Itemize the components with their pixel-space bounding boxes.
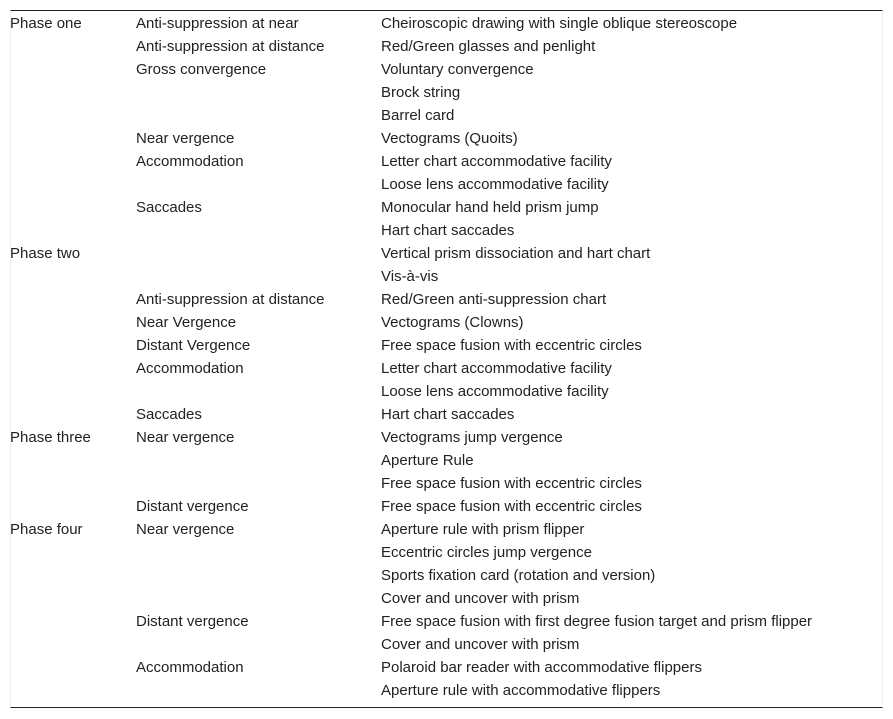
procedure-cell: Cover and uncover with prism [381,590,580,607]
table-row [10,656,883,679]
procedure-cell: Polaroid bar reader with accommodative flippers [381,659,702,676]
table-row [10,265,883,288]
table-row [10,35,883,58]
skill-cell: Saccades [136,199,202,216]
phase-cell [10,173,136,196]
table-row [10,242,883,265]
table-row [10,472,883,495]
procedure-cell: Cheiroscopic drawing with single oblique stereoscope [381,15,738,32]
skill-cell: Accommodation [136,360,244,377]
table-row [10,311,883,334]
phase-cell [10,265,136,288]
phase-cell [10,564,136,587]
table-row [10,633,883,656]
phase-cell: Phase one [10,15,82,32]
table-row [10,104,883,127]
phase-cell [10,472,136,495]
skill-cell [136,679,381,702]
phase-cell [10,495,136,518]
table-row [10,564,883,587]
skill-cell: Saccades [136,406,202,423]
skill-cell: Distant Vergence [136,337,251,354]
phase-cell [10,403,136,426]
phase-cell [10,104,136,127]
table-row [10,12,883,35]
table-row [10,449,883,472]
table-row [10,173,883,196]
phase-cell [10,334,136,357]
skill-cell [136,265,381,288]
skill-cell [136,380,381,403]
skill-cell: Anti-suppression at distance [136,291,325,308]
table-row [10,150,883,173]
skill-cell [136,633,381,656]
phase-cell [10,449,136,472]
skill-cell [136,242,381,265]
phase-cell: Phase three [10,429,91,446]
phase-cell [10,587,136,610]
table-row [10,403,883,426]
procedure-cell: Vectograms jump vergence [381,429,563,446]
table-row [10,58,883,81]
procedure-cell: Red/Green anti-suppression chart [381,291,607,308]
skill-cell: Near vergence [136,429,235,446]
phase-cell: Phase four [10,521,83,538]
table-row [10,426,883,449]
table-row [10,357,883,380]
skill-cell: Accommodation [136,659,244,676]
procedure-cell: Barrel card [381,107,455,124]
procedure-cell: Vertical prism dissociation and hart chart [381,245,651,262]
procedure-cell: Free space fusion with eccentric circles [381,337,642,354]
skill-cell: Near vergence [136,130,235,147]
phase-cell [10,656,136,679]
table-row [10,81,883,104]
procedure-cell: Vectograms (Clowns) [381,314,524,331]
table-row [10,495,883,518]
skill-cell: Anti-suppression at distance [136,38,325,55]
procedure-cell: Free space fusion with eccentric circles [381,475,642,492]
procedure-cell: Aperture rule with prism flipper [381,521,585,538]
procedure-cell: Monocular hand held prism jump [381,199,599,216]
phase-cell [10,127,136,150]
table-row [10,679,883,702]
skill-cell [136,472,381,495]
procedure-cell: Cover and uncover with prism [381,636,580,653]
skill-cell [136,173,381,196]
therapy-protocol-table [10,12,883,702]
phase-cell [10,541,136,564]
skill-cell: Distant vergence [136,498,249,515]
procedure-cell: Vectograms (Quoits) [381,130,518,147]
phase-cell [10,357,136,380]
skill-cell [136,564,381,587]
procedure-cell: Brock string [381,84,461,101]
skill-cell: Anti-suppression at near [136,15,299,32]
table-row [10,196,883,219]
procedure-cell: Voluntary convergence [381,61,534,78]
table-row [10,334,883,357]
table-row [10,587,883,610]
phase-cell [10,196,136,219]
phase-cell [10,35,136,58]
phase-cell [10,288,136,311]
skill-cell [136,219,381,242]
skill-cell [136,449,381,472]
skill-cell: Near vergence [136,521,235,538]
phase-cell [10,380,136,403]
phase-cell [10,610,136,633]
table-row [10,380,883,403]
procedure-cell: Aperture Rule [381,452,474,469]
skill-cell [136,587,381,610]
skill-cell [136,104,381,127]
procedure-cell: Eccentric circles jump vergence [381,544,592,561]
phase-cell [10,633,136,656]
table-row [10,610,883,633]
phase-cell [10,58,136,81]
procedure-cell: Free space fusion with first degree fusion target and prism flipper [381,613,813,630]
procedure-cell: Vis-à-vis [381,268,439,285]
phase-cell [10,81,136,104]
table-row [10,127,883,150]
phase-cell: Phase two [10,245,81,262]
procedure-cell: Letter chart accommodative facility [381,153,612,170]
skill-cell [136,541,381,564]
phase-cell [10,219,136,242]
table-row [10,219,883,242]
skill-cell: Accommodation [136,153,244,170]
procedure-cell: Sports fixation card (rotation and version) [381,567,656,584]
table-row [10,288,883,311]
procedure-cell: Loose lens accommodative facility [381,383,609,400]
phase-cell [10,311,136,334]
table-row [10,518,883,541]
skill-cell: Near Vergence [136,314,237,331]
skill-cell: Distant vergence [136,613,249,630]
table-body [10,12,883,702]
procedure-cell: Hart chart saccades [381,406,515,423]
skill-cell: Gross convergence [136,61,267,78]
procedure-cell: Aperture rule with accommodative flippers [381,682,661,699]
skill-cell [136,81,381,104]
phase-cell [10,150,136,173]
procedure-cell: Free space fusion with eccentric circles [381,498,642,515]
table-row [10,541,883,564]
procedure-cell: Hart chart saccades [381,222,515,239]
phase-cell [10,679,136,702]
procedure-cell: Red/Green glasses and penlight [381,38,596,55]
procedure-cell: Loose lens accommodative facility [381,176,609,193]
procedure-cell: Letter chart accommodative facility [381,360,612,377]
